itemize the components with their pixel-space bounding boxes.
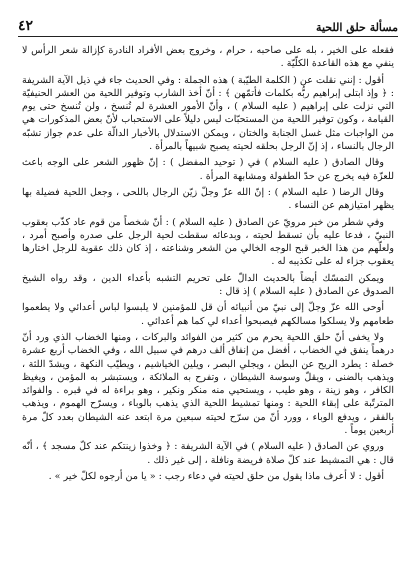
paragraph: ولا يخفى أنّ حلق اللحية يحرم من كثير من الفوائد والبركات ، ومنها الخضاب الذي ورد أنّ درهماً ينفق في الخضاب ، أفضل من إنفاق ألف درهم في سبيل الله ، وفي الخضاب أربع عشرة خصلة : يطرد الريح عن البطن ، ويجلي البصر ، ويلين الخياشيم ، ويطيّب النكهة ، ويشدّ اللثة ، ويذهب بالضنى ، ويقلّ وسوسة الشيطان ، وتفرح به الملائكة ، ويستبشر به المؤمن ، ويغيظ الكافر ، وهو زينة ، وهو طيب ، ويستحيي منه منكر ونكير ، وهو براءة له في قبره . والفوائد المترتّبة على إبقاء اللحية : ومنها تمشيط اللحية الذي يذهب بالوباء ، ويسرّح الهموم ، ويذهب بالفقر ، ويدفع الوباء ، وورد أنّ من سرّح لحيته سبعين مرة ابتعد عنه الشيطان بعدد كلّ مرة أربعين يوماً . [22, 331, 394, 437]
paragraph: ويمكن التمسّك أيضاً بالحديث الدالّ على تحريم التشبه بأعداء الدين ، وقد رواه الشيخ الصدوق عن الصادق ( عليه السلام ) إذ قال : [22, 272, 394, 298]
paragraph: وقال الصادق ( عليه السلام ) في ( توحيد المفضل ) : إنّ ظهور الشعر على الوجه باعث للعزّة فيه يخرج عن حدّ الطفولة ومشابهة المرأة . [22, 157, 394, 182]
body-text [22, 44, 394, 486]
page-number: ٤٢ [18, 18, 34, 34]
paragraph: وروي عن الصادق ( عليه السلام ) في الآية الشريفة : ﴿ وخذوا زينتكم عند كلّ مسجد ﴾ ، أنّه قال : هي التمشيط عند كلّ صلاة فريضة ونافلة ، إلى غير ذلك . [22, 441, 394, 466]
paragraph: وفي شطر من خبر مرويّ عن الصادق ( عليه السلام ) : أنّ شخصاً من قوم عاد كذّب بعقوب النبيّ ، فدعا عليه بأن تسقط لحيته ، وبدعائه سقطت لحية الرجل على صدره وأصبح أمرد ، ولعلّهم من هذا الخبر قبح الوجه الخالي من الشعر وشناعته ، إذ كان ذلك عقوبة للرجل اختارها يعقوب جزاء له على تكذيبه له . [22, 216, 394, 268]
paragraph: أقول : لا أعرف ماذا يقول من حلق لحيته في دعاء رجب : « يا من أرجوه لكلّ خير » . [48, 470, 384, 482]
running-title: مسألة حلق اللحية [316, 21, 398, 34]
paragraph: أوحى الله عزّ وجلّ إلى نبيّ من أنبيائه أن قل للمؤمنين لا يلبسوا لباس أعدائي ولا يطعموا طعامهم ولا يسلكوا مسالكهم فيصبحوا أعداء لي كما هم أعدائي . [22, 302, 394, 327]
paragraph: وقال الرضا ( عليه السلام ) : إنّ الله عزّ وجلّ زيّن الرجال باللحى ، وجعل اللحية فضيلة بها يظهر امتيازهم عن النساء . [22, 186, 394, 212]
page-header [18, 14, 398, 37]
paragraph: أقول : إنني نقلت عن ( الكلمة الطيّبة ) هذه الجملة : وفي الحديث جاء في ذيل الآية الشريفة : ﴿ وإذ ابتلى إبراهيم ربُّه بكلمات فأتمّهن ﴾ : أنّ أخذ الشارب وتوفير اللحية من العشر الحنيفيّة التي نزلت على إبراهيم ( عليه السلام ) ، وأنّ الأمور العشرة لم تُنسخ ، ولن تُنسخ حتى يوم القيامة ، وكون توفير اللحية من المستحبّات ليس دليلاً على الاستحباب لأنّ بعض المذكورات هي من الواجبات مثل غسل الجنابة والختان ، ويمكن الاستدلال بالأخبار الدالّة على عدم جواز تشبّه الرجال بالنساء ، إذ إنّ الرجل بحلقه لحيته يصبح شبيهاً بالمرأة . [22, 74, 394, 153]
paragraph: فقعله على الخير ، بله على صاحبه ، حرام ، وخروج بعض الأفراد النادرة كإزالة شعر الرأس لا ينفي مع هذه القاعدة الكلّيّة . [22, 45, 394, 70]
